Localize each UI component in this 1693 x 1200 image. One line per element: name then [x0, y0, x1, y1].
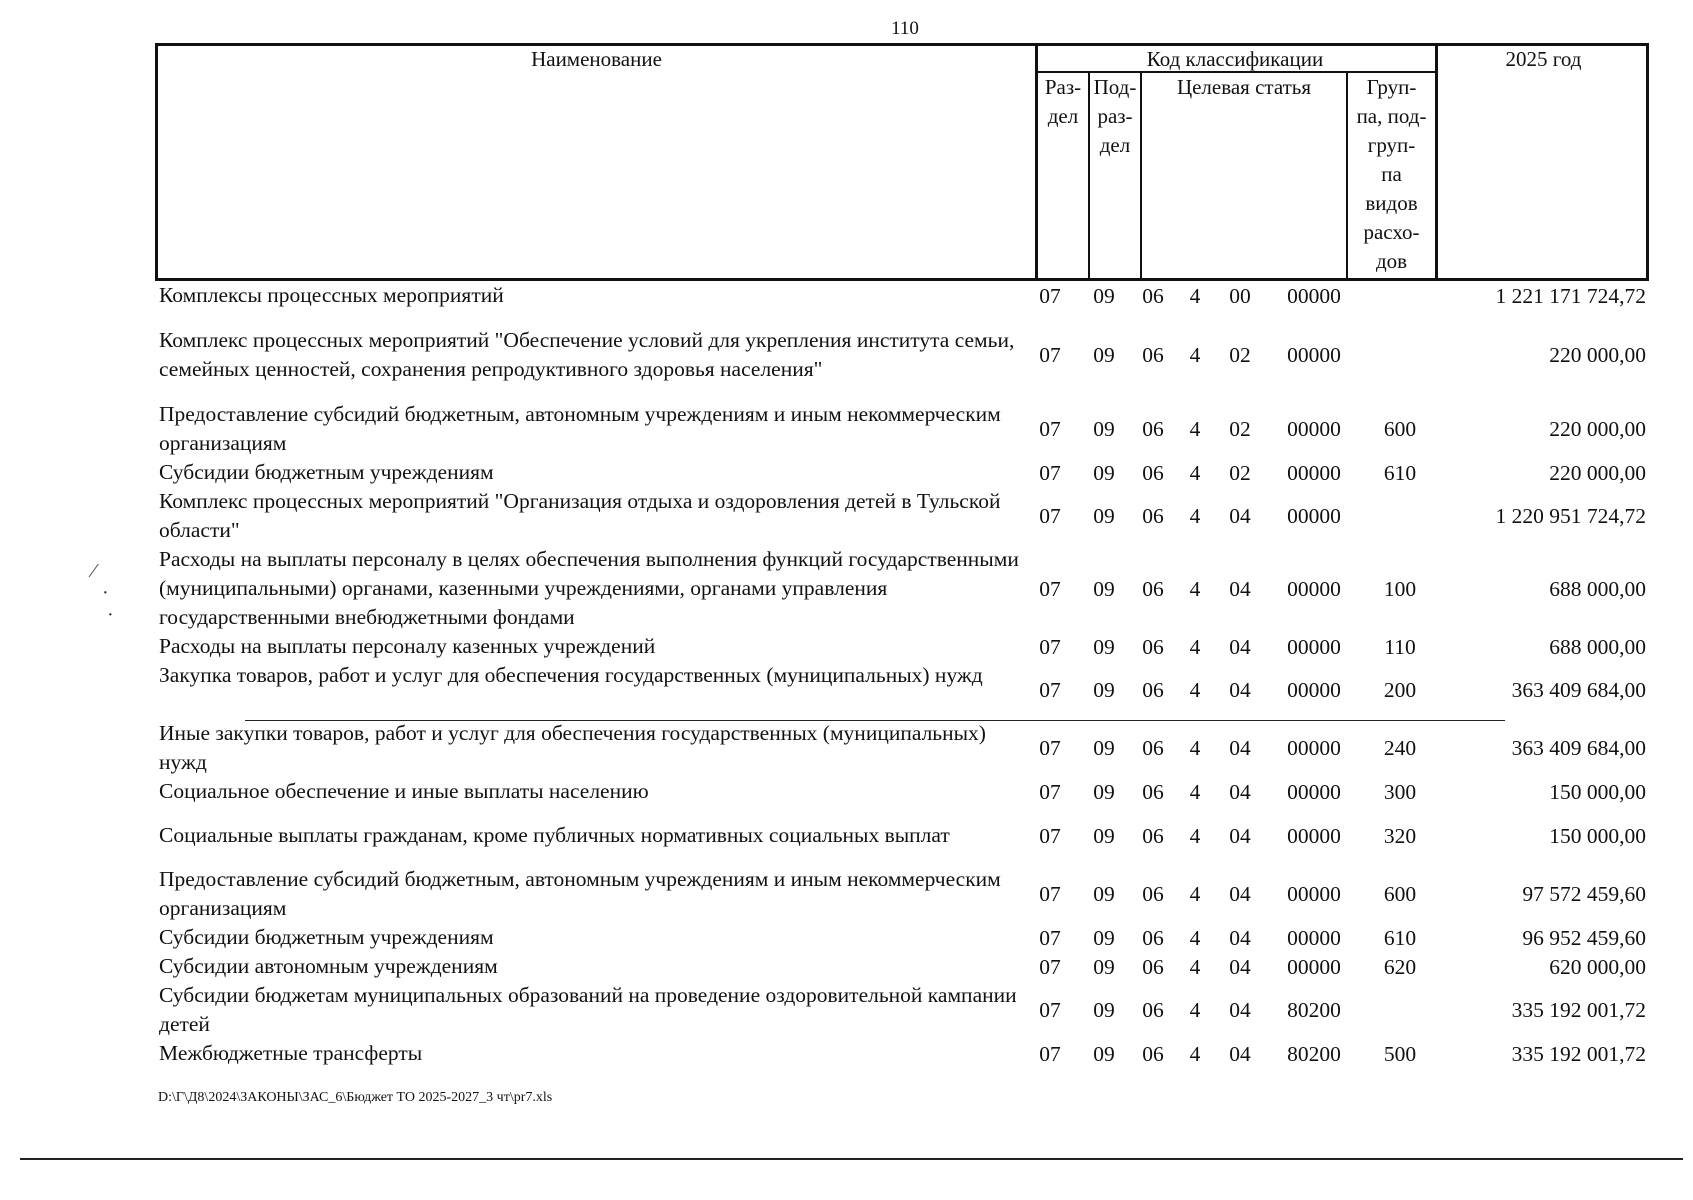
podrazdel-cell: 09	[1093, 504, 1115, 528]
row-amount: 96 952 459,60	[1522, 925, 1646, 950]
table-row	[0, 1039, 1693, 1068]
podrazdel-cell: 09	[1093, 417, 1115, 441]
target-a-cell: 06	[1142, 823, 1164, 848]
table-row	[0, 719, 1693, 777]
podrazdel-cell: 09	[1093, 925, 1115, 950]
razdel-cell: 07	[1039, 678, 1061, 702]
row-amount: 688 000,00	[1549, 576, 1646, 601]
razdel-cell: 07	[1039, 1041, 1061, 1066]
razdel-cell: 07	[1039, 343, 1061, 367]
target-b-cell: 4	[1189, 823, 1201, 848]
target-b-cell: 4	[1189, 576, 1201, 601]
target-b-cell: 4	[1189, 925, 1201, 950]
razdel-cell: 07	[1039, 460, 1061, 485]
group-cell: 320	[1383, 823, 1417, 848]
target-a-cell: 06	[1142, 417, 1164, 441]
row-name: Расходы на выплаты персоналу казенных учреждений	[159, 634, 656, 658]
target-c-cell: 04	[1229, 678, 1251, 702]
razdel-cell: 07	[1039, 736, 1061, 760]
razdel-cell: 07	[1039, 823, 1061, 848]
target-d-cell: 00000	[1287, 343, 1341, 367]
header-group: Груп- па, под- груп- па видов расхо- дов	[1356, 75, 1427, 273]
razdel-cell: 07	[1039, 634, 1061, 659]
header-target-article: Целевая статья	[1176, 75, 1312, 99]
table-row	[0, 821, 1693, 850]
target-a-cell: 06	[1142, 460, 1164, 485]
row-amount: 150 000,00	[1549, 779, 1646, 804]
group-cell: 610	[1383, 925, 1417, 950]
target-d-cell: 00000	[1287, 678, 1341, 702]
row-amount: 335 192 001,72	[1511, 998, 1646, 1022]
table-row	[0, 632, 1693, 661]
row-name: Комплекс процессных мероприятий "Организация отдыха и оздоровления детей в Тульской области"	[159, 489, 1001, 542]
row-name: Социальные выплаты гражданам, кроме публичных нормативных социальных выплат	[159, 823, 950, 847]
target-a-cell: 06	[1142, 343, 1164, 367]
podrazdel-cell: 09	[1093, 1041, 1115, 1066]
razdel-cell: 07	[1039, 284, 1061, 308]
group-cell: 300	[1383, 779, 1417, 804]
podrazdel-cell: 09	[1093, 576, 1115, 601]
podrazdel-cell: 09	[1093, 634, 1115, 659]
target-b-cell: 4	[1189, 678, 1201, 702]
target-a-cell: 06	[1142, 1041, 1164, 1066]
target-c-cell: 00	[1229, 284, 1251, 308]
header-razdel: Раз- дел	[1044, 75, 1082, 128]
target-d-cell: 00000	[1287, 823, 1341, 848]
target-c-cell: 04	[1229, 823, 1251, 848]
target-c-cell: 04	[1229, 925, 1251, 950]
target-a-cell: 06	[1142, 954, 1164, 979]
row-amount: 150 000,00	[1549, 823, 1646, 848]
table-row	[0, 281, 1693, 311]
row-name: Социальное обеспечение и иные выплаты населению	[159, 779, 649, 803]
target-c-cell: 04	[1229, 634, 1251, 659]
row-amount: 620 000,00	[1549, 954, 1646, 979]
target-c-cell: 04	[1229, 954, 1251, 979]
target-c-cell: 04	[1229, 882, 1251, 906]
row-name: Комплекс процессных мероприятий "Обеспечение условий для укрепления института семьи, семейных ценностей, сохранения репродуктивного здоровья населения"	[159, 328, 1015, 381]
razdel-cell: 07	[1039, 779, 1061, 804]
podrazdel-cell: 09	[1093, 736, 1115, 760]
target-a-cell: 06	[1142, 925, 1164, 950]
target-c-cell: 04	[1229, 1041, 1251, 1066]
target-d-cell: 00000	[1287, 284, 1341, 308]
table-row	[0, 326, 1693, 384]
group-cell: 110	[1384, 634, 1416, 659]
table-row	[0, 952, 1693, 981]
row-amount: 335 192 001,72	[1511, 1041, 1646, 1066]
target-a-cell: 06	[1142, 504, 1164, 528]
row-name: Субсидии бюджетным учреждениям	[159, 460, 494, 484]
target-d-cell: 00000	[1287, 925, 1341, 950]
table-row	[0, 661, 1693, 719]
row-amount: 220 000,00	[1549, 460, 1646, 485]
row-name: Иные закупки товаров, работ и услуг для обеспечения государственных (муниципальных) нужд	[159, 721, 986, 774]
razdel-cell: 07	[1039, 882, 1061, 906]
podrazdel-cell: 09	[1093, 998, 1115, 1022]
row-name: Субсидии автономным учреждениям	[159, 954, 498, 978]
table-row	[0, 458, 1693, 487]
target-a-cell: 06	[1142, 736, 1164, 760]
target-a-cell: 06	[1142, 634, 1164, 659]
table-row	[0, 923, 1693, 952]
group-cell: 500	[1383, 1041, 1417, 1066]
razdel-cell: 07	[1039, 954, 1061, 979]
row-name: Закупка товаров, работ и услуг для обеспечения государственных (муниципальных) нужд	[159, 663, 983, 687]
target-a-cell: 06	[1142, 284, 1164, 308]
target-b-cell: 4	[1189, 504, 1201, 528]
target-a-cell: 06	[1142, 678, 1164, 702]
target-b-cell: 4	[1189, 634, 1201, 659]
bottom-rule	[20, 1158, 1683, 1160]
row-amount: 363 409 684,00	[1511, 736, 1646, 760]
header-podrazdel: Под- раз- дел	[1093, 75, 1137, 157]
podrazdel-cell: 09	[1093, 779, 1115, 804]
group-cell: 100	[1383, 576, 1417, 601]
target-b-cell: 4	[1189, 998, 1201, 1022]
group-cell: 620	[1383, 954, 1417, 979]
target-c-cell: 04	[1229, 998, 1251, 1022]
target-d-cell: 00000	[1287, 882, 1341, 906]
row-name: Субсидии бюджетным учреждениям	[159, 925, 494, 949]
podrazdel-cell: 09	[1093, 460, 1115, 485]
table-row	[0, 487, 1693, 545]
separator-line	[245, 720, 1505, 721]
row-amount: 1 220 951 724,72	[1495, 504, 1646, 528]
razdel-cell: 07	[1039, 504, 1061, 528]
razdel-cell: 07	[1039, 576, 1061, 601]
target-d-cell: 00000	[1287, 779, 1341, 804]
target-c-cell: 04	[1229, 779, 1251, 804]
group-cell: 200	[1383, 678, 1417, 702]
target-b-cell: 4	[1189, 736, 1201, 760]
row-amount: 688 000,00	[1549, 634, 1646, 659]
razdel-cell: 07	[1039, 417, 1061, 441]
razdel-cell: 07	[1039, 998, 1061, 1022]
row-name: Расходы на выплаты персоналу в целях обеспечения выполнения функций государственными (муниципальными) органами, казенными учреждениями, органами управления государственными внебюджетными фондами	[159, 547, 1019, 629]
target-c-cell: 02	[1229, 343, 1251, 367]
target-c-cell: 04	[1229, 504, 1251, 528]
target-c-cell: 02	[1229, 460, 1251, 485]
target-b-cell: 4	[1189, 343, 1201, 367]
target-d-cell: 00000	[1287, 736, 1341, 760]
group-cell: 240	[1383, 736, 1417, 760]
row-name: Межбюджетные трансферты	[159, 1041, 423, 1065]
target-a-cell: 06	[1142, 779, 1164, 804]
target-d-cell: 00000	[1287, 954, 1341, 979]
podrazdel-cell: 09	[1093, 284, 1115, 308]
table-row	[0, 865, 1693, 923]
target-c-cell: 02	[1229, 417, 1251, 441]
row-amount: 1 221 171 724,72	[1495, 284, 1646, 308]
row-amount: 97 572 459,60	[1522, 882, 1646, 906]
table-row	[0, 777, 1693, 806]
target-b-cell: 4	[1189, 460, 1201, 485]
table-row	[0, 981, 1693, 1039]
target-b-cell: 4	[1189, 1041, 1201, 1066]
target-c-cell: 04	[1229, 736, 1251, 760]
row-name: Предоставление субсидий бюджетным, автономным учреждениям и иным некоммерческим организациям	[159, 867, 1001, 920]
margin-marks: ⁄ · ·	[92, 560, 114, 626]
target-b-cell: 4	[1189, 882, 1201, 906]
target-c-cell: 04	[1229, 576, 1251, 601]
header-code-group: Код классификации	[1146, 47, 1324, 71]
footer-file-path: D:\Г\Д8\2024\ЗАКОНЫ\ЗАС_6\Бюджет ТО 2025-2027_3 чт\pr7.xls	[158, 1090, 553, 1105]
target-b-cell: 4	[1189, 779, 1201, 804]
header-name: Наименование	[531, 47, 662, 71]
group-cell: 610	[1383, 460, 1417, 485]
podrazdel-cell: 09	[1093, 823, 1115, 848]
target-d-cell: 00000	[1287, 634, 1341, 659]
target-d-cell: 00000	[1287, 504, 1341, 528]
razdel-cell: 07	[1039, 925, 1061, 950]
row-name: Субсидии бюджетам муниципальных образований на проведение оздоровительной кампании детей	[159, 983, 1017, 1036]
group-cell: 600	[1383, 882, 1417, 906]
target-b-cell: 4	[1189, 954, 1201, 979]
target-b-cell: 4	[1189, 284, 1201, 308]
podrazdel-cell: 09	[1093, 954, 1115, 979]
row-amount: 363 409 684,00	[1511, 678, 1646, 702]
podrazdel-cell: 09	[1093, 882, 1115, 906]
table-row	[0, 545, 1693, 632]
target-d-cell: 00000	[1287, 460, 1341, 485]
target-a-cell: 06	[1142, 998, 1164, 1022]
target-d-cell: 80200	[1287, 1041, 1341, 1066]
header-year: 2025 год	[1505, 47, 1582, 71]
target-b-cell: 4	[1189, 417, 1201, 441]
row-name: Комплексы процессных мероприятий	[159, 283, 504, 307]
target-a-cell: 06	[1142, 576, 1164, 601]
target-a-cell: 06	[1142, 882, 1164, 906]
row-amount: 220 000,00	[1549, 343, 1646, 367]
row-amount: 220 000,00	[1549, 417, 1646, 441]
group-cell: 600	[1383, 417, 1417, 441]
target-d-cell: 80200	[1287, 998, 1341, 1022]
page-number: 110	[891, 18, 919, 39]
target-d-cell: 00000	[1287, 417, 1341, 441]
row-name: Предоставление субсидий бюджетным, автономным учреждениям и иным некоммерческим организациям	[159, 402, 1001, 455]
podrazdel-cell: 09	[1093, 343, 1115, 367]
target-d-cell: 00000	[1287, 576, 1341, 601]
podrazdel-cell: 09	[1093, 678, 1115, 702]
table-row	[0, 400, 1693, 458]
